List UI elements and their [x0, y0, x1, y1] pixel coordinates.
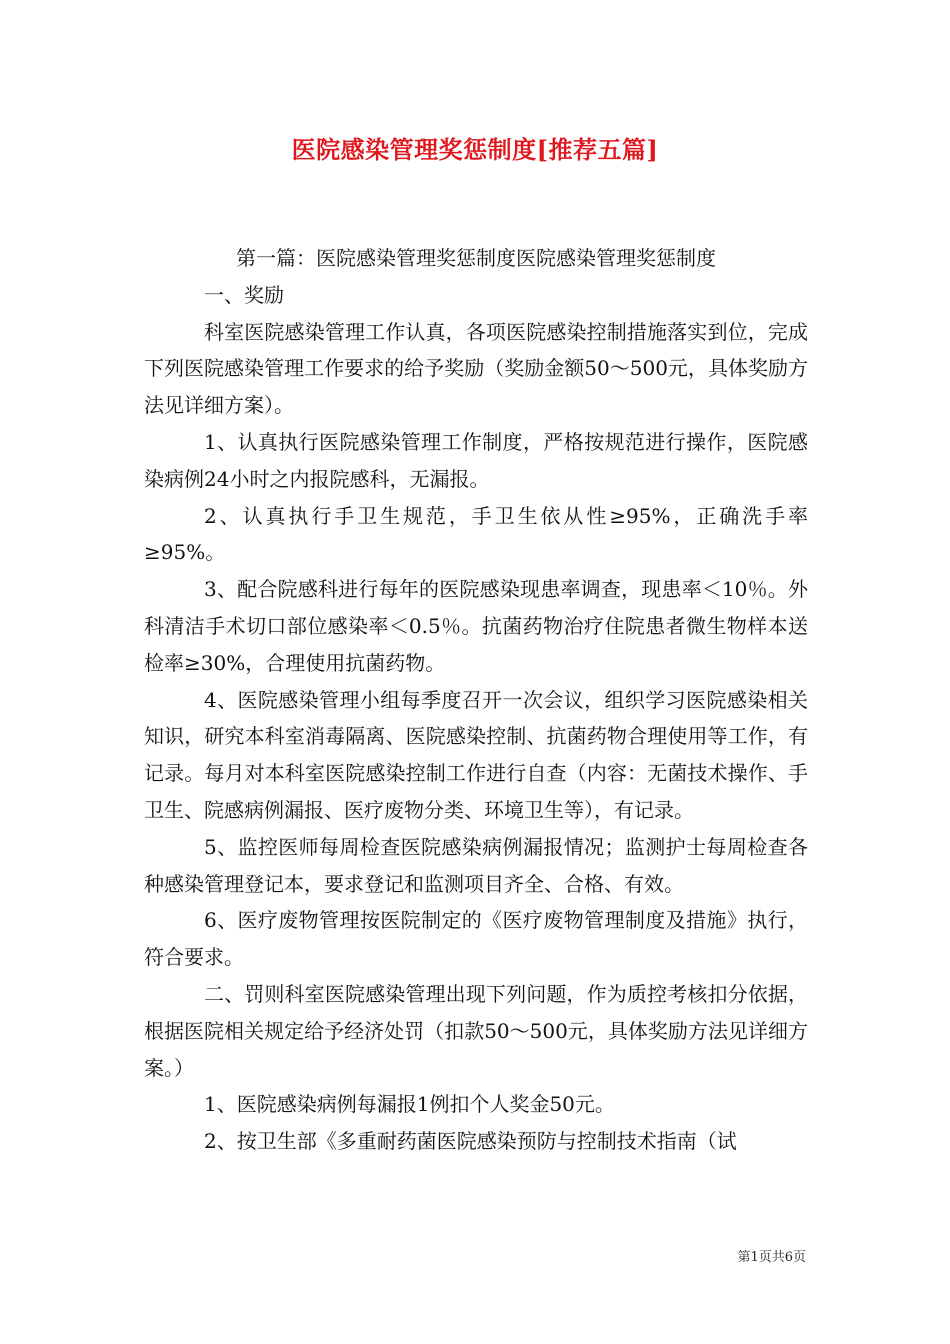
paragraph: 4、医院感染管理小组每季度召开一次会议，组织学习医院感染相关知识，研究本科室消毒隔离、医院感染控制、抗菌药物合理使用等工作，有记录。每月对本科室医院感染控制工作进行自查（内容：无菌技术操作、手卫生、院感病例漏报、医疗废物分类、环境卫生等），有记录。	[144, 687, 808, 822]
paragraph: 5、监控医师每周检查医院感染病例漏报情况；监测护士每周检查各种感染管理登记本，要求登记和监测项目齐全、合格、有效。	[144, 834, 808, 896]
paragraph: 1、认真执行医院感染管理工作制度，严格按规范进行操作，医院感染病例24小时之内报院感科，无漏报。	[144, 429, 808, 491]
page-number: 第1页共6页	[737, 1250, 806, 1265]
paragraph: 1、医院感染病例每漏报1例扣个人奖金50元。	[204, 1092, 615, 1117]
document-title: 医院感染管理奖惩制度[推荐五篇]	[291, 135, 659, 164]
paragraph: 二、罚则科室医院感染管理出现下列问题，作为质控考核扣分依据，根据医院相关规定给予经济处罚（扣款50～500元，具体奖励方法见详细方案。）	[144, 981, 808, 1080]
paragraph: 2、认真执行手卫生规范，手卫生依从性≥95%，正确洗手率≥95%。	[144, 503, 808, 565]
document-body	[144, 240, 808, 1160]
paragraph: 科室医院感染管理工作认真，各项医院感染控制措施落实到位，完成下列医院感染管理工作要求的给予奖励（奖励金额50～500元，具体奖励方法见详细方案）。	[144, 319, 808, 418]
paragraph: 3、配合院感科进行每年的医院感染现患率调查，现患率＜10％。外科清洁手术切口部位感染率＜0.5％。抗菌药物治疗住院患者微生物样本送检率≥30%，合理使用抗菌药物。	[144, 577, 808, 675]
paragraph: 一、奖励	[204, 282, 284, 307]
paragraph: 6、医疗废物管理按医院制定的《医疗废物管理制度及措施》执行，符合要求。	[144, 908, 808, 970]
paragraph: 2、按卫生部《多重耐药菌医院感染预防与控制技术指南（试	[204, 1129, 737, 1154]
section-heading: 第一篇：医院感染管理奖惩制度医院感染管理奖惩制度	[236, 246, 716, 270]
